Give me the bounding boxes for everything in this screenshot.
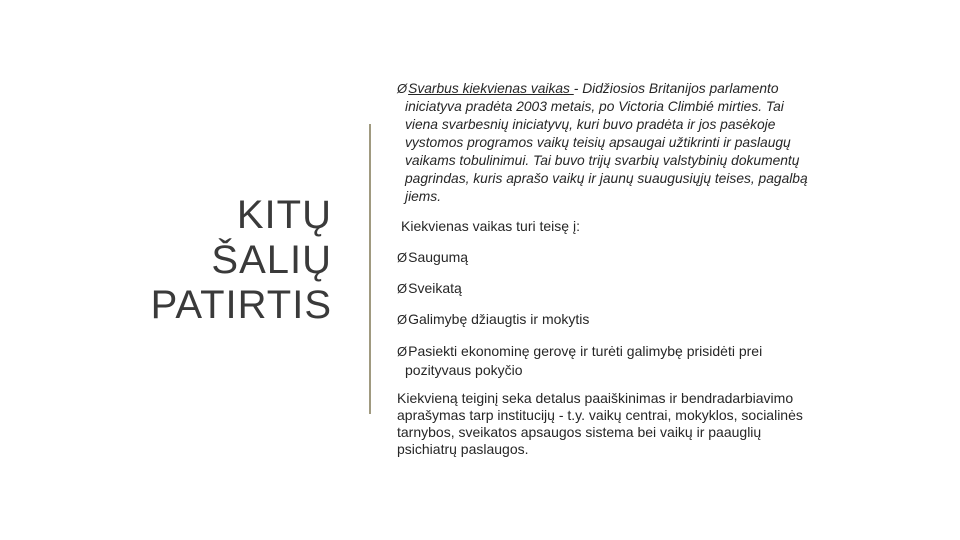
intro-line-5: vaikams tobulinimui. Tai buvo trijų svarbių valstybinių dokumentų [405,153,800,168]
list-item [397,248,468,267]
bullet-economic-line-1: Pasiekti ekonominę gerovę ir turėti galimybę prisidėti prei [408,343,763,359]
arrow-bullet-icon: Ø [397,344,408,359]
intro-line-3: viena svarbesnių iniciatyvų, kuri buvo pradėta ir jos pasėkoje [405,117,776,132]
intro-line-4: vystomos programos vaikų teisių apsaugai užtikrinti ir paslaugų [405,135,791,150]
closing-paragraph [397,390,872,458]
intro-line-6: pagrindas, kuris aprašo vaikų ir jaunų suaugusiųjų teises, pagalbą [405,171,808,186]
title-line-3: PATIRTIS [150,283,332,327]
closing-line-3: tarnybos, sveikatos apsaugos sistema bei vaikų ir paauglių [397,424,762,440]
intro-line-2: iniciatyva pradėta 2003 metais, po Victoria Climbié mirties. Tai [405,99,784,114]
intro-paragraph [397,80,882,206]
vertical-divider [369,124,371,414]
arrow-bullet-icon: Ø [397,81,408,96]
title-line-2: ŠALIŲ [211,238,332,282]
arrow-bullet-icon: Ø [397,281,408,296]
closing-line-4: psichiatrų paslaugos. [397,441,529,457]
rights-heading: Kiekvienas vaikas turi teisę į: [401,218,580,234]
closing-line-2: aprašymas tarp institucijų - t.y. vaikų centrai, mokyklos, socialinės [397,407,803,423]
bullet-health: Sveikatą [408,280,462,296]
list-item [397,342,877,379]
intro-line-7: jiems. [405,189,442,204]
closing-line-1: Kiekvieną teiginį seka detalus paaiškinimas ir bendradarbiavimo [397,390,794,406]
list-item [397,310,589,329]
arrow-bullet-icon: Ø [397,250,408,265]
title-line-1: KITŲ [236,193,332,237]
bullet-economic-line-2: pozityvaus pokyčio [405,362,523,378]
initiative-link[interactable]: Svarbus kiekvienas vaikas [408,81,574,96]
intro-line-1: - Didžiosios Britanijos parlamento [573,81,779,96]
bullet-safety: Saugumą [408,249,469,265]
slide-title [72,193,332,328]
arrow-bullet-icon: Ø [397,312,408,327]
list-item [397,279,462,298]
bullet-enjoy-learn: Galimybę džiaugtis ir mokytis [408,311,590,327]
